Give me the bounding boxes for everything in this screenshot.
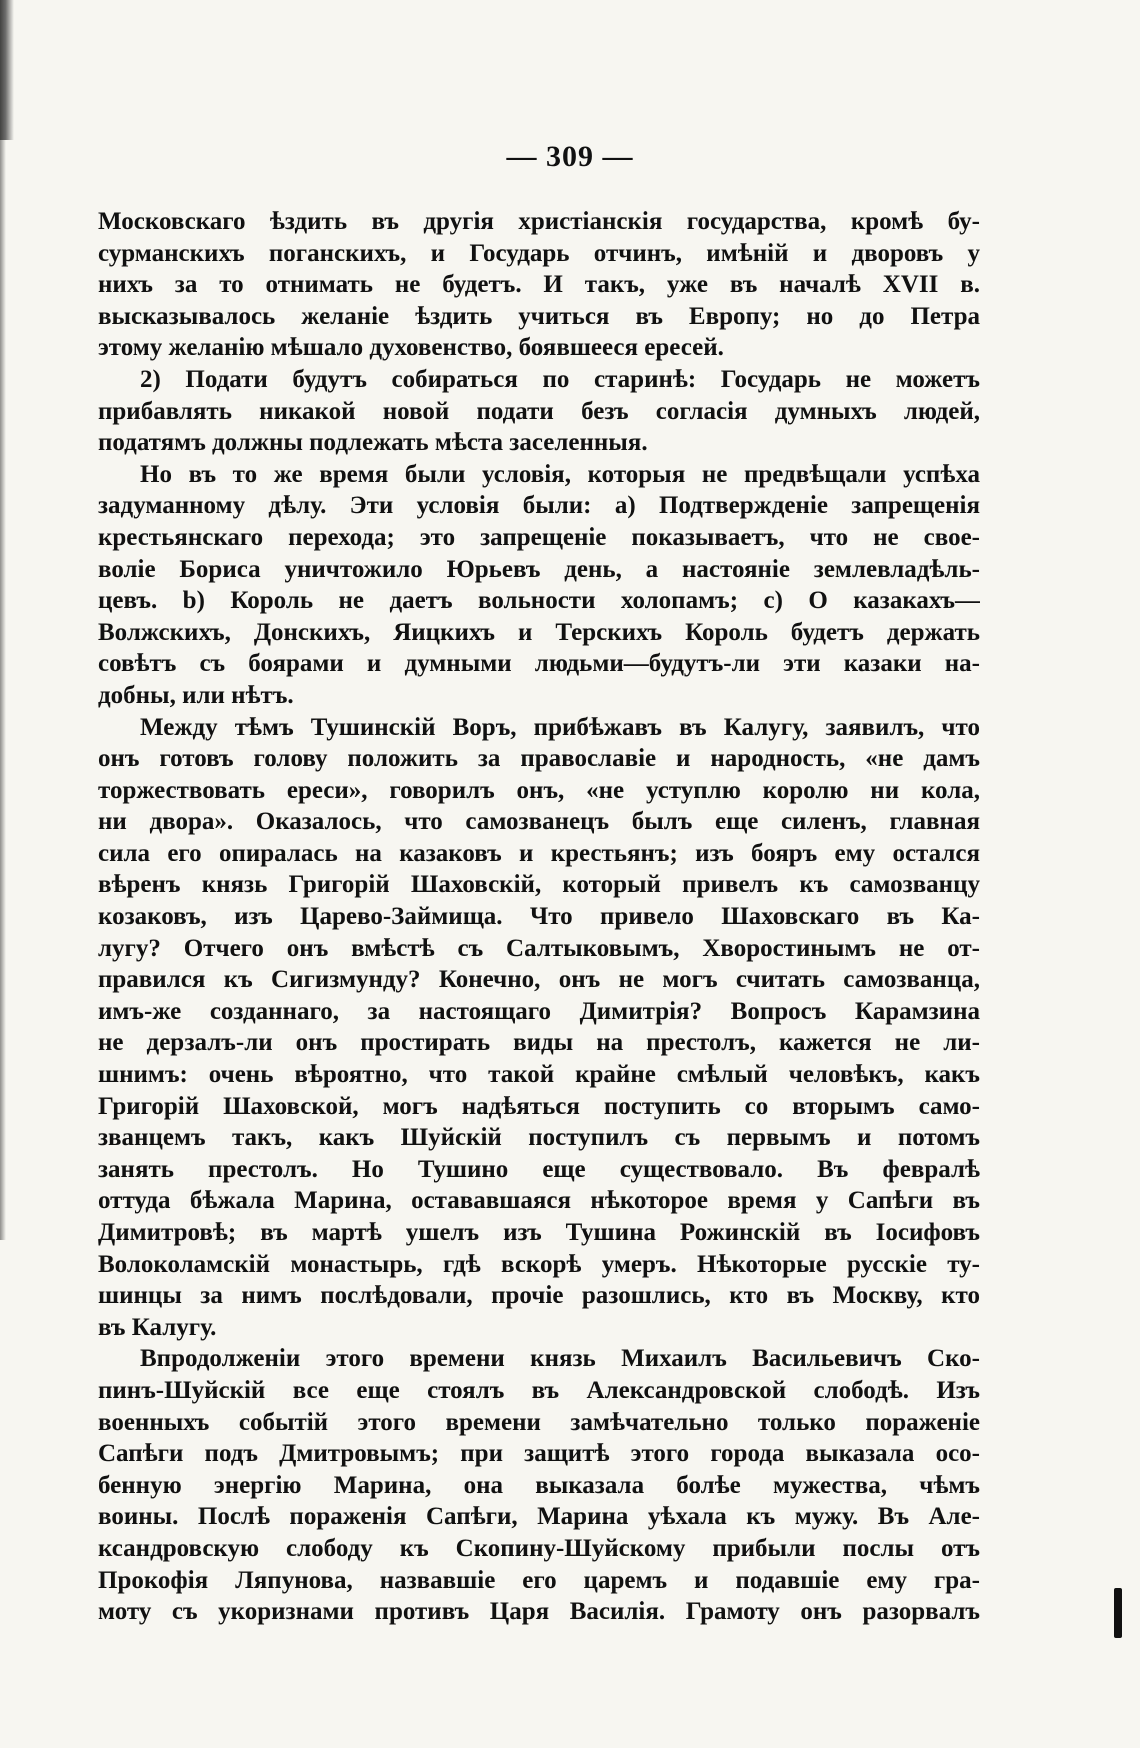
- scan-edge-shadow: [0, 0, 14, 140]
- text-line: крестьянскаго перехода; это запрещеніе показываетъ, что не свое-: [98, 523, 980, 551]
- text-line: Московскаго ѣздить въ другія христіанскія государства, кромѣ бу-: [98, 208, 980, 235]
- text-line: Димитровѣ; въ мартѣ ушелъ изъ Тушина Рожинскій въ Іосифовъ: [98, 1219, 980, 1246]
- text-line: прибавлять никакой новой подати безъ согласія думныхъ людей,: [98, 397, 980, 425]
- text-line: пинъ-Шуйскій все еще стоялъ въ Александровской слободѣ. Изъ: [98, 1376, 980, 1404]
- text-line: шинцы за нимъ послѣдовали, прочіе разошлись, кто въ Москву, кто: [98, 1282, 980, 1310]
- text-line: этому желанію мѣшало духовенство, боявшееся ересей.: [98, 334, 724, 362]
- text-line: Волжскихъ, Донскихъ, Яицкихъ и Терскихъ Король будетъ держать: [98, 618, 980, 646]
- text-line: сила его опиралась на казаковъ и крестьянъ; изъ бояръ ему остался: [98, 839, 980, 867]
- text-line: имъ-же созданнаго, за настоящаго Димитрія? Вопросъ Карамзина: [98, 997, 980, 1025]
- text-line: лугу? Отчего онъ вмѣстѣ съ Салтыковымъ, Хворостинымъ не от-: [98, 934, 980, 962]
- scan-edge-shadow-lower: [0, 140, 6, 1240]
- text-line: добны, или нѣтъ.: [98, 681, 294, 709]
- text-line: торжествовать ереси», говорилъ онъ, «не уступлю королю ни кола,: [98, 776, 980, 804]
- text-line: нихъ за то отнимать не будетъ. И такъ, уже въ началѣ XVII в.: [98, 271, 980, 299]
- text-line: военныхъ событій этого времени замѣчательно только пораженіе: [98, 1408, 980, 1436]
- text-line: оттуда бѣжала Марина, остававшаяся нѣкоторое время у Сапѣги въ: [98, 1187, 980, 1215]
- body-text: [98, 206, 980, 1628]
- text-line: Но въ то же время были условія, которыя не предвѣщали успѣха: [140, 460, 980, 488]
- text-line: званцемъ такъ, какъ Шуйскій поступилъ съ первымъ и потомъ: [98, 1124, 980, 1152]
- text-line: Сапѣги подъ Дмитровымъ; при защитѣ этого города выказала осо-: [98, 1440, 980, 1468]
- text-line: Впродолженіи этого времени князь Михаилъ Васильевичъ Ско-: [140, 1345, 980, 1373]
- text-line: сурманскихъ поганскихъ, и Государь отчинъ, имѣній и дворовъ у: [98, 239, 980, 267]
- text-line: податямъ должны подлежать мѣста заселенныя.: [98, 429, 648, 457]
- text-line: козаковъ, изъ Царево-Займища. Что привело Шаховскаго въ Ка-: [98, 903, 980, 931]
- text-line: правился къ Сигизмунду? Конечно, онъ не могъ считать самозванца,: [98, 966, 980, 994]
- text-line: шнимъ: очень вѣроятно, что такой крайне смѣлый человѣкъ, какъ: [98, 1061, 980, 1089]
- text-line: бенную энергію Марина, она выказала болѣе мужества, чѣмъ: [98, 1471, 980, 1499]
- text-line: онъ готовъ голову положить за православіе и народность, «не дамъ: [98, 745, 980, 773]
- text-line: Волоколамскій монастырь, гдѣ вскорѣ умеръ. Нѣкоторые русскіе ту-: [98, 1250, 980, 1278]
- text-line: вѣренъ князь Григорій Шаховскій, который привелъ къ самозванцу: [98, 871, 980, 899]
- text-line: воліе Бориса уничтожило Юрьевъ день, а настояніе землевладѣль-: [98, 555, 980, 583]
- text-line: задуманному дѣлу. Эти условія были: а) Подтвержденіе запрещенія: [98, 492, 980, 520]
- text-line: Между тѣмъ Тушинскій Воръ, прибѣжавъ въ Калугу, заявилъ, что: [140, 713, 980, 741]
- scan-margin-mark: [1114, 1588, 1122, 1638]
- text-line: совѣтъ съ боярами и думными людьми—будутъ-ли эти казаки на-: [98, 650, 980, 678]
- text-line: ксандровскую слободу къ Скопину-Шуйскому прибыли послы отъ: [98, 1534, 980, 1562]
- text-line: занять престолъ. Но Тушино еще существовало. Въ февралѣ: [98, 1155, 980, 1183]
- text-line: ни двора». Оказалось, что самозванецъ былъ еще силенъ, главная: [98, 808, 980, 836]
- text-line: моту съ укоризнами противъ Царя Василія. Грамоту онъ разорвалъ: [98, 1598, 980, 1626]
- text-line: воины. Послѣ пораженія Сапѣги, Марина уѣхала къ мужу. Въ Але-: [98, 1503, 980, 1531]
- text-line: не дерзалъ-ли онъ простирать виды на престолъ, кажется не ли-: [98, 1029, 980, 1057]
- text-line: Григорій Шаховской, могъ надѣяться поступить со вторымъ само-: [98, 1092, 980, 1120]
- text-line: цевъ. b) Король не даетъ вольности холопамъ; с) О казакахъ—: [98, 587, 980, 615]
- text-line: въ Калугу.: [98, 1313, 217, 1341]
- text-line: высказывалось желаніе ѣздить учиться въ Европу; но до Петра: [98, 302, 980, 330]
- page-number: — 309 —: [506, 140, 634, 173]
- text-line: Прокофія Ляпунова, назвавшіе его царемъ и подавшіе ему гра-: [98, 1566, 980, 1594]
- text-line: 2) Подати будутъ собираться по старинѣ: Государь не можетъ: [140, 365, 980, 393]
